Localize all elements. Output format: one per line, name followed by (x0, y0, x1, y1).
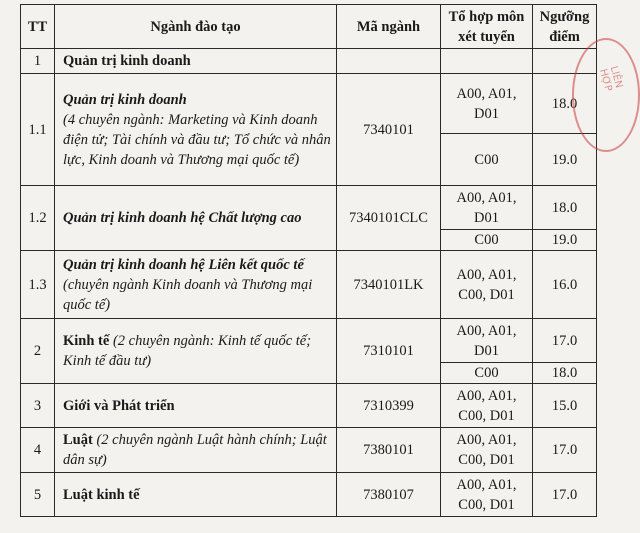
table-row (21, 186, 597, 230)
row-number: 1.2 (21, 186, 55, 251)
header-nganh: Ngành đào tạo (55, 5, 337, 49)
threshold-score: 17.0 (533, 319, 597, 363)
row-number: 2 (21, 319, 55, 384)
major-name: Kinh tế (63, 333, 110, 349)
table-row (21, 319, 597, 363)
row-number: 1 (21, 49, 55, 74)
subject-combo: A00, A01, C00, D01 (441, 473, 533, 517)
subject-combo: A00, A01, D01 (441, 186, 533, 230)
table-row (21, 473, 597, 517)
table-row (21, 251, 597, 319)
threshold-score: 17.0 (533, 473, 597, 517)
subject-combo: A00, A01, C00, D01 (441, 251, 533, 319)
major-cell (55, 74, 337, 186)
subject-combo: C00 (441, 230, 533, 251)
threshold-score: 17.0 (533, 428, 597, 473)
threshold-score: 19.0 (533, 230, 597, 251)
major-code: 7310101 (337, 319, 441, 384)
major-code: 7310399 (337, 384, 441, 428)
major-code: 7380107 (337, 473, 441, 517)
header-nguong: Ngưỡng điểm (533, 5, 597, 49)
subject-combo: A00, A01, C00, D01 (441, 428, 533, 473)
empty-cell (337, 49, 441, 74)
table-row (21, 74, 597, 134)
row-number: 1.3 (21, 251, 55, 319)
empty-cell (441, 49, 533, 74)
major-code: 7380101 (337, 428, 441, 473)
threshold-score: 18.0 (533, 363, 597, 384)
header-ma: Mã ngành (337, 5, 441, 49)
threshold-score: 19.0 (533, 134, 597, 186)
row-number: 3 (21, 384, 55, 428)
major-code: 7340101LK (337, 251, 441, 319)
stamp-text: LIÊN HỢP (597, 64, 625, 93)
major-note: (2 chuyên ngành: Kinh tế quốc tế; Kinh tế đầu tư) (63, 333, 312, 369)
major-note: (2 chuyên ngành Luật hành chính; Luật dân sự) (63, 432, 327, 468)
threshold-score: 18.0 (533, 74, 597, 134)
subject-combo: C00 (441, 134, 533, 186)
major-note: (chuyên ngành Kinh doanh và Thương mại quốc tế) (63, 276, 313, 313)
major-name: Luật (63, 432, 93, 448)
major-cell (55, 428, 337, 473)
admission-score-table (20, 4, 597, 517)
header-tohop: Tổ hợp môn xét tuyển (441, 5, 533, 49)
subject-combo: A00, A01, D01 (441, 74, 533, 134)
subject-combo: A00, A01, C00, D01 (441, 384, 533, 428)
table-row (21, 49, 597, 74)
major-code: 7340101CLC (337, 186, 441, 251)
header-tt: TT (21, 5, 55, 49)
major-cell (55, 251, 337, 319)
major-name: Quản trị kinh doanh hệ Liên kết quốc tế (63, 256, 304, 273)
red-seal-stamp (572, 38, 640, 152)
row-number: 5 (21, 473, 55, 517)
row-number: 1.1 (21, 74, 55, 186)
major-name: Quản trị kinh doanh (55, 49, 337, 74)
major-name: Luật kinh tế (55, 473, 337, 517)
subject-combo: C00 (441, 363, 533, 384)
row-number: 4 (21, 428, 55, 473)
table-row (21, 428, 597, 473)
major-cell (55, 319, 337, 384)
threshold-score: 15.0 (533, 384, 597, 428)
table-row (21, 384, 597, 428)
subject-combo: A00, A01, D01 (441, 319, 533, 363)
header-row (21, 5, 597, 49)
major-code: 7340101 (337, 74, 441, 186)
major-note: (4 chuyên ngành: Marketing và Kinh doanh điện tử; Tài chính và đầu tư; Tổ chức và nhân lực, Kinh doanh và Thương mại quốc tế) (63, 111, 331, 168)
threshold-score: 16.0 (533, 251, 597, 319)
major-name: Giới và Phát triển (55, 384, 337, 428)
threshold-score: 18.0 (533, 186, 597, 230)
major-name: Quản trị kinh doanh (63, 91, 187, 108)
major-name: Quản trị kinh doanh hệ Chất lượng cao (55, 186, 337, 251)
